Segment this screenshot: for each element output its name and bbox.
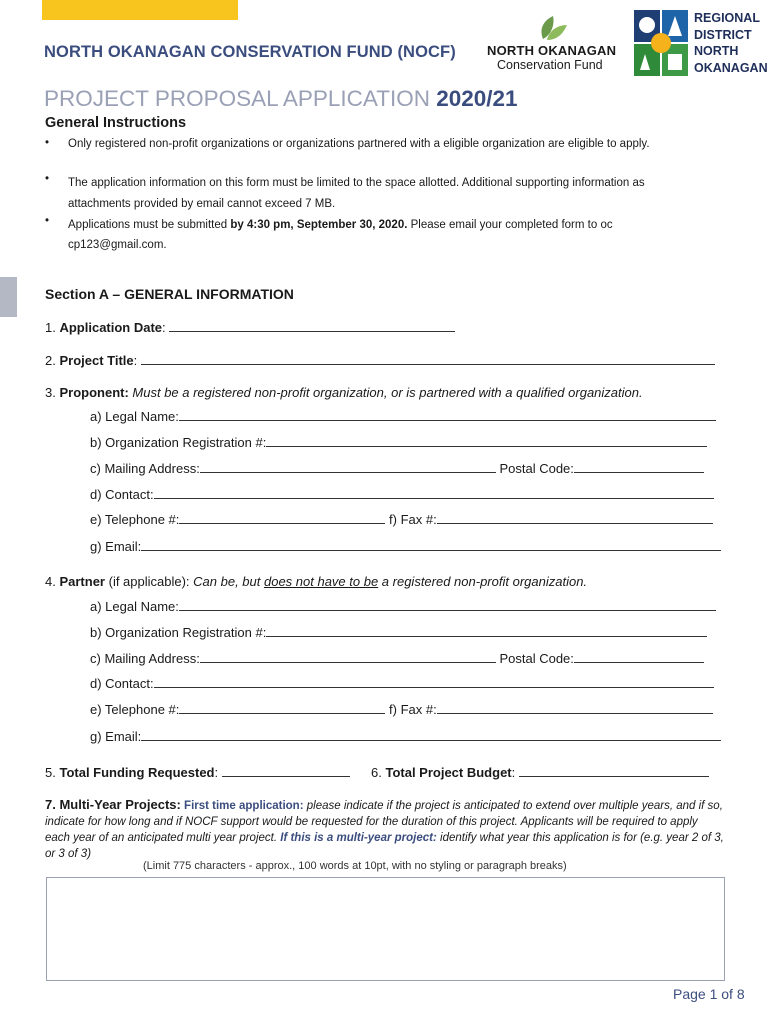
project-title-field[interactable] (141, 353, 715, 365)
nocf-logo-name: NORTH OKANAGAN (487, 43, 617, 58)
q-num: 2. (45, 353, 60, 368)
q-label: Multi-Year Projects: (59, 797, 181, 812)
proponent-registration-row (90, 435, 707, 450)
instruction-text: Please email your completed form to oc cp123@gmail.com. (68, 219, 613, 251)
q-label: Application Date (59, 320, 163, 335)
rdno-logo (634, 10, 766, 80)
proponent-legal-name-row (90, 409, 716, 424)
partner-heading (45, 574, 587, 589)
nocf-logo (487, 13, 627, 75)
partner-email-field[interactable] (141, 729, 721, 741)
q-num: 7. (45, 797, 60, 812)
instruction-item (68, 215, 708, 255)
application-date-row (45, 320, 455, 335)
q-text: please indicate if the project is anticipated to extend over multiple years, and if so, indicate for how long and if NOCF support would be requested for the duration of this project. Applicants will be required to apply each year of an anticipated multi year project. (45, 800, 723, 844)
proponent-heading (45, 385, 643, 400)
q-colon: : (511, 765, 516, 780)
q-label: Total Funding Requested (59, 765, 215, 780)
field-label: c) Mailing Address: (90, 651, 200, 666)
field-label: b) Organization Registration #: (90, 625, 267, 640)
first-time-label: First time application: (184, 800, 304, 812)
q-num: 5. (45, 765, 60, 780)
proponent-email-row (90, 539, 721, 554)
field-label: Postal Code: (499, 651, 574, 666)
field-label: e) Telephone #: (90, 702, 180, 717)
q-note: Must be a registered non-profit organization, or is partnered with a qualified organization. (128, 385, 643, 400)
proponent-mailing-address-row (90, 461, 704, 476)
q-num: 1. (45, 320, 60, 335)
q-num: 6. (371, 765, 386, 780)
application-date-field[interactable] (169, 320, 455, 332)
partner-postal-code-field[interactable] (574, 651, 704, 663)
proponent-mailing-address-field[interactable] (200, 461, 496, 473)
field-label: g) Email: (90, 539, 142, 554)
field-label: g) Email: (90, 729, 142, 744)
partner-legal-name-field[interactable] (179, 599, 716, 611)
q-num: 4. (45, 574, 60, 589)
field-label: e) Telephone #: (90, 512, 180, 527)
partner-registration-field[interactable] (266, 625, 707, 637)
page-number: Page 1 of 8 (673, 986, 745, 1002)
field-label: b) Organization Registration #: (90, 435, 267, 450)
partner-registration-row (90, 625, 707, 640)
character-limit-note: (Limit 775 characters - approx., 100 words at 10pt, with no styling or paragraph breaks) (143, 860, 567, 872)
partner-contact-field[interactable] (154, 676, 714, 688)
field-label: f) Fax #: (389, 702, 437, 717)
q-label: Partner (59, 574, 105, 589)
org-title: NORTH OKANAGAN CONSERVATION FUND (NOCF) (44, 43, 456, 61)
bullet-icon: • (45, 215, 50, 227)
partner-telephone-field[interactable] (179, 702, 385, 714)
proponent-phone-fax-row (90, 512, 713, 527)
q-label: Project Title (59, 353, 134, 368)
q-num: 3. (45, 385, 60, 400)
deadline-text: by 4:30 pm, September 30, 2020. (230, 219, 408, 231)
q-colon: : (133, 353, 138, 368)
q-colon: : (214, 765, 219, 780)
proponent-postal-code-field[interactable] (574, 461, 704, 473)
partner-contact-row (90, 676, 714, 691)
proponent-fax-field[interactable] (437, 512, 713, 524)
project-title-row (45, 353, 715, 368)
proponent-legal-name-field[interactable] (179, 409, 716, 421)
nocf-logo-subtitle: Conservation Fund (497, 58, 603, 72)
bullet-icon: • (45, 173, 50, 185)
q-label: Proponent: (59, 385, 129, 400)
total-funding-row (45, 765, 350, 780)
proponent-contact-row (90, 487, 714, 502)
field-label: a) Legal Name: (90, 409, 179, 424)
q-note: a registered non-profit organization. (378, 574, 588, 589)
total-funding-field[interactable] (222, 765, 350, 777)
section-a-heading: Section A – GENERAL INFORMATION (45, 286, 294, 302)
field-label: f) Fax #: (389, 512, 437, 527)
rdno-line: OKANAGAN (694, 60, 768, 75)
leaf-icon (487, 13, 627, 43)
rdno-line: REGIONAL (694, 11, 760, 25)
partner-legal-name-row (90, 599, 716, 614)
proponent-email-field[interactable] (141, 539, 721, 551)
partner-phone-fax-row (90, 702, 713, 717)
header-accent-bar (42, 0, 238, 20)
multi-year-response-textbox[interactable] (46, 877, 725, 981)
general-instructions-heading: General Instructions (45, 115, 187, 131)
partner-fax-field[interactable] (437, 702, 713, 714)
q-label: Total Project Budget (385, 765, 512, 780)
field-label: Postal Code: (499, 461, 574, 476)
partner-mailing-address-field[interactable] (200, 651, 496, 663)
total-budget-row (371, 765, 709, 780)
q-text: (if applicable): (105, 574, 194, 589)
field-label: c) Mailing Address: (90, 461, 200, 476)
q-note-underlined: does not have to be (263, 574, 379, 589)
instruction-text: Applications must be submitted (68, 219, 231, 231)
instruction-item: The application information on this form must be limited to the space allotted. Additional supporting information as attachments provided by email cannot exceed 7 MB. (68, 177, 645, 210)
bullet-icon: • (45, 137, 50, 149)
rdno-line: NORTH (694, 44, 739, 58)
field-label: d) Contact: (90, 487, 154, 502)
proponent-registration-field[interactable] (266, 435, 707, 447)
field-label: a) Legal Name: (90, 599, 179, 614)
partner-email-row (90, 729, 721, 744)
rdno-logo-text (694, 10, 768, 76)
title-text: PROJECT PROPOSAL APPLICATION (44, 86, 430, 111)
q-note: Can be, but (193, 574, 264, 589)
page-title (44, 86, 518, 112)
title-year: 2020/21 (436, 86, 518, 111)
q-text: identify what year this application is for (e.g. year 2 of 3, or 3 of 3) (45, 832, 724, 860)
partner-mailing-address-row (90, 651, 704, 666)
field-label: d) Contact: (90, 676, 154, 691)
multi-year-label: If this is a multi-year project: (280, 832, 437, 844)
side-tab-marker (0, 277, 17, 317)
rdno-line: DISTRICT (694, 27, 752, 42)
rdno-emblem-icon (634, 10, 688, 76)
multi-year-question (45, 797, 725, 862)
q-colon: : (162, 320, 166, 335)
total-budget-field[interactable] (519, 765, 709, 777)
instruction-item: Only registered non-profit organizations or organizations partnered with a eligible organization are eligible to apply. (68, 138, 650, 150)
proponent-telephone-field[interactable] (179, 512, 385, 524)
proponent-contact-field[interactable] (154, 487, 714, 499)
